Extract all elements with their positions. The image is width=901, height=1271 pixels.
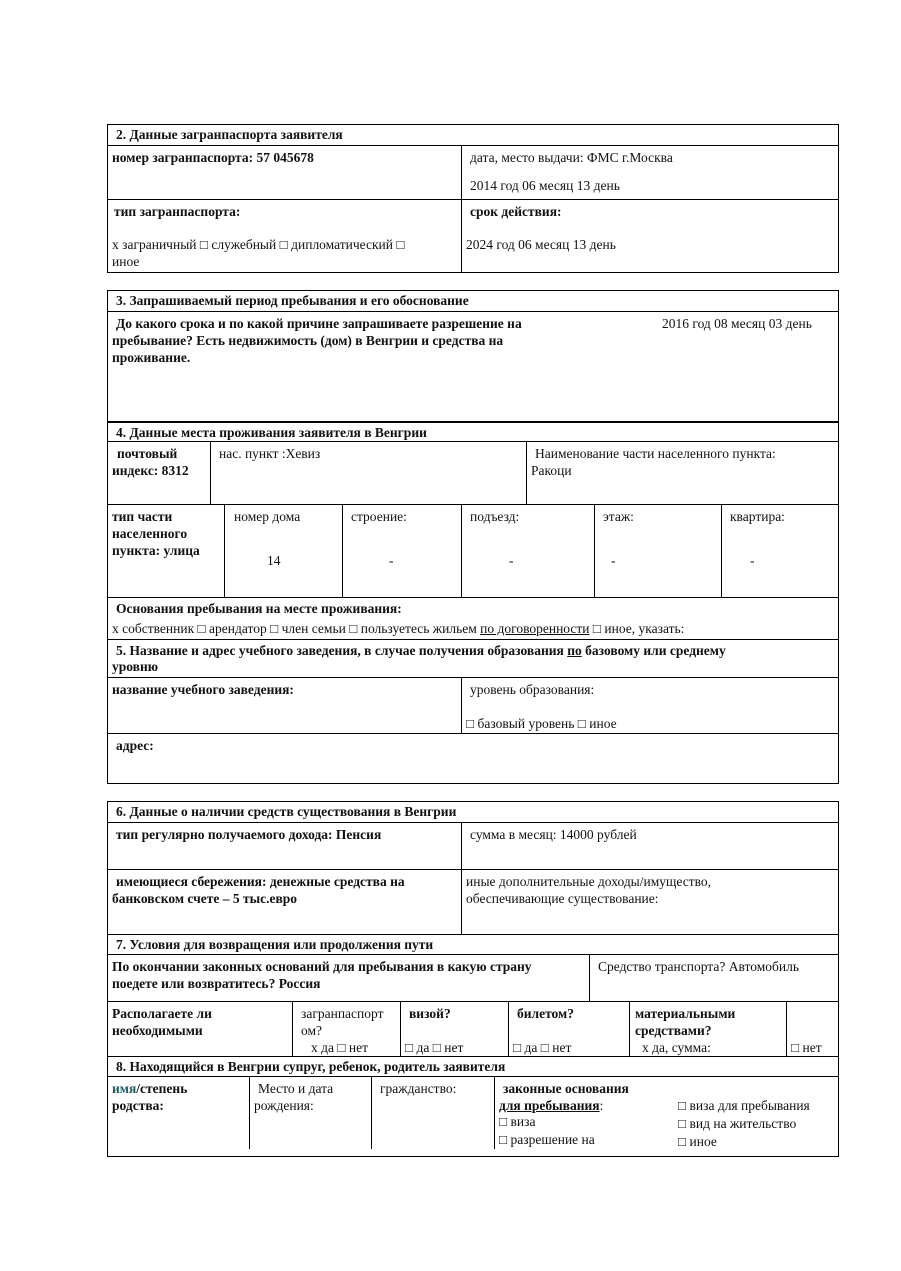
transport: Средство транспорта? Автомобиль <box>598 959 800 974</box>
passport-check-label-1: загранпаспорт <box>301 1006 384 1021</box>
citizenship-cell[interactable] <box>371 1077 494 1149</box>
passport-type-cell[interactable] <box>108 200 461 272</box>
stay-period-row[interactable] <box>108 311 838 421</box>
stay-question-3: проживание. <box>112 350 191 365</box>
relatives-row <box>108 1076 838 1149</box>
income-row <box>108 822 838 869</box>
citizenship-label: гражданство: <box>380 1081 457 1096</box>
has-label-1: Располагаете ли <box>112 1006 212 1021</box>
issue-cell[interactable] <box>461 146 838 199</box>
apartment-value: - <box>750 553 755 568</box>
relative-name-label: имя/степень <box>112 1081 188 1096</box>
return-country-cell[interactable] <box>108 955 589 1001</box>
legal-basis-cell[interactable] <box>494 1077 838 1149</box>
building-value: - <box>389 553 394 568</box>
floor-cell[interactable] <box>594 505 721 597</box>
return-question-1: По окончании законных оснований для пребывания в какую страну <box>112 959 532 974</box>
passport-type-options-2: иное <box>112 254 140 269</box>
money-check-label-2: средствами? <box>635 1023 712 1038</box>
postal-label: почтовый <box>117 446 178 461</box>
floor-label: этаж: <box>603 509 634 524</box>
money-check-options: х да, сумма: <box>642 1040 711 1055</box>
other-income-1: иные дополнительные доходы/имущество, <box>466 874 712 889</box>
relative-name-label-2: родства: <box>112 1098 164 1113</box>
school-name-cell[interactable] <box>108 678 461 733</box>
postal-cell[interactable] <box>108 442 210 504</box>
passport-row-2 <box>108 199 838 272</box>
return-row <box>108 954 838 1001</box>
income-type: тип регулярно получаемого дохода: Пенсия <box>116 827 382 842</box>
building-label: строение: <box>351 509 407 524</box>
issue-label: дата, место выдачи: ФМС г.Москва <box>470 150 673 165</box>
district-label: Наименование части населенного пункта: <box>535 446 776 461</box>
legal-opt-permit[interactable]: □ разрешение на <box>499 1132 595 1147</box>
house-label: номер дома <box>234 509 301 524</box>
education-level-cell[interactable] <box>461 678 838 733</box>
section-6-header <box>108 802 838 822</box>
ticket-check-options: □ да □ нет <box>513 1040 572 1055</box>
transport-cell[interactable] <box>589 955 838 1001</box>
return-question-2: поедете или возвратитесь? Россия <box>112 976 321 991</box>
entrance-label: подъезд: <box>470 509 520 524</box>
section-5-title: 5. Название и адрес учебного заведения, в случае получения образования по базовому или среднему <box>116 643 726 658</box>
section-3-header <box>108 291 838 311</box>
section-2-header <box>108 125 838 145</box>
section-3-5-block <box>107 290 839 784</box>
relative-name-cell[interactable] <box>108 1077 249 1149</box>
section-4-header <box>108 421 838 441</box>
money-check-label-1: материальными <box>635 1006 736 1021</box>
education-level-label: уровень образования: <box>470 682 595 697</box>
stay-date: 2016 год 08 месяц 03 день <box>662 316 812 331</box>
legal-opt-residence[interactable]: □ вид на жительство <box>678 1116 797 1131</box>
legal-opt-visa[interactable]: □ виза <box>499 1114 536 1129</box>
section-2-passport <box>107 124 839 273</box>
building-cell[interactable] <box>342 505 461 597</box>
savings-cell[interactable] <box>108 870 461 934</box>
stay-question-2: пребывание? Есть недвижимость (дом) в Венгрии и средства на <box>112 333 504 348</box>
section-7-title: 7. Условия для возвращения или продолжения пути <box>116 937 434 952</box>
school-name-label: название учебного заведения: <box>112 682 294 697</box>
other-income-cell[interactable] <box>461 870 838 934</box>
district-value: Ракоци <box>531 463 572 478</box>
section-6-8-block <box>107 801 839 1157</box>
section-8-header <box>108 1056 838 1076</box>
basis-label: Основания пребывания на месте проживания: <box>116 601 402 616</box>
entrance-value: - <box>509 553 514 568</box>
passport-number: номер загранпаспорта: 57 045678 <box>112 150 314 165</box>
section-6-title: 6. Данные о наличии средств существования в Венгрии <box>116 804 457 819</box>
validity-label: срок действия: <box>470 204 562 219</box>
school-row <box>108 677 838 733</box>
validity-date: 2024 год 06 месяц 13 день <box>466 237 616 252</box>
settlement: нас. пункт :Хевиз <box>219 446 321 461</box>
street-type-3: пункта: улица <box>112 543 200 558</box>
savings-1: имеющиеся сбережения: денежные средства на <box>116 874 405 889</box>
street-type-cell[interactable] <box>108 505 224 597</box>
money-no-cell[interactable] <box>786 1002 838 1056</box>
stay-question-1: До какого срока и по какой причине запрашиваете разрешение на <box>116 316 522 331</box>
savings-row <box>108 869 838 934</box>
legal-opt-stay-visa[interactable]: □ виза для пребывания <box>678 1098 810 1113</box>
money-check-cell[interactable] <box>629 1002 786 1056</box>
visa-check-cell[interactable] <box>400 1002 508 1056</box>
legal-opt-other[interactable]: □ иное <box>678 1134 717 1149</box>
education-level-options: □ базовый уровень □ иное <box>466 716 617 731</box>
residence-basis-row[interactable] <box>108 597 838 639</box>
visa-check-options: □ да □ нет <box>405 1040 464 1055</box>
income-sum-cell[interactable] <box>461 823 838 869</box>
passport-row-1 <box>108 145 838 199</box>
has-label-2: необходимыми <box>112 1023 203 1038</box>
passport-type-label: тип загранпаспорта: <box>114 204 241 219</box>
passport-check-label-2: ом? <box>301 1023 323 1038</box>
school-address-label: адрес: <box>116 738 154 753</box>
passport-check-options: х да □ нет <box>311 1040 369 1055</box>
passport-type-options: х заграничный □ служебный □ дипломатический □ <box>112 237 405 252</box>
address-row-2 <box>108 504 838 597</box>
income-sum: сумма в месяц: 14000 рублей <box>470 827 637 842</box>
other-income-2: обеспечивающие существование: <box>466 891 659 906</box>
legal-basis-2: для пребывания: <box>499 1098 604 1113</box>
has-label-cell <box>108 1002 292 1056</box>
section-5-title-2: уровню <box>112 659 159 674</box>
postal-code: индекс: 8312 <box>112 463 189 478</box>
street-type-1: тип части <box>112 509 173 524</box>
birth-cell[interactable] <box>249 1077 371 1149</box>
floor-value: - <box>611 553 616 568</box>
issue-date: 2014 год 06 месяц 13 день <box>470 178 620 193</box>
savings-2: банковском счете – 5 тыс.евро <box>112 891 298 906</box>
section-5-header <box>108 639 838 677</box>
apartment-cell[interactable] <box>721 505 838 597</box>
street-type-2: населенного <box>112 526 188 541</box>
birth-label-2: рождения: <box>254 1098 314 1113</box>
apartment-label: квартира: <box>730 509 785 524</box>
ticket-check-label: билетом? <box>517 1006 574 1021</box>
settlement-cell[interactable] <box>210 442 526 504</box>
school-address-row[interactable] <box>108 733 838 779</box>
visa-check-label: визой? <box>409 1006 451 1021</box>
section-7-header <box>108 934 838 954</box>
birth-label-1: Место и дата <box>258 1081 334 1096</box>
documents-row <box>108 1001 838 1056</box>
district-cell[interactable] <box>526 442 838 504</box>
money-no-option: □ нет <box>791 1040 822 1055</box>
entrance-cell[interactable] <box>461 505 594 597</box>
passport-number-cell[interactable] <box>108 146 461 199</box>
legal-basis-1: законные основания <box>503 1081 629 1096</box>
address-row-1 <box>108 441 838 504</box>
ticket-check-cell[interactable] <box>508 1002 629 1056</box>
section-8-title: 8. Находящийся в Венгрии супруг, ребенок, родитель заявителя <box>116 1059 506 1074</box>
basis-options: х собственник □ арендатор □ член семьи □ пользуетесь жильем по договоренности □ иное, указать: <box>112 621 685 636</box>
validity-cell[interactable] <box>461 200 838 272</box>
section-2-title: 2. Данные загранпаспорта заявителя <box>116 127 343 142</box>
section-4-title: 4. Данные места проживания заявителя в Венгрии <box>116 425 427 440</box>
section-3-title: 3. Запрашиваемый период пребывания и его обоснование <box>116 293 469 308</box>
passport-check-cell[interactable] <box>292 1002 400 1056</box>
house-cell[interactable] <box>224 505 342 597</box>
income-type-cell[interactable] <box>108 823 461 869</box>
house-value: 14 <box>267 553 281 568</box>
